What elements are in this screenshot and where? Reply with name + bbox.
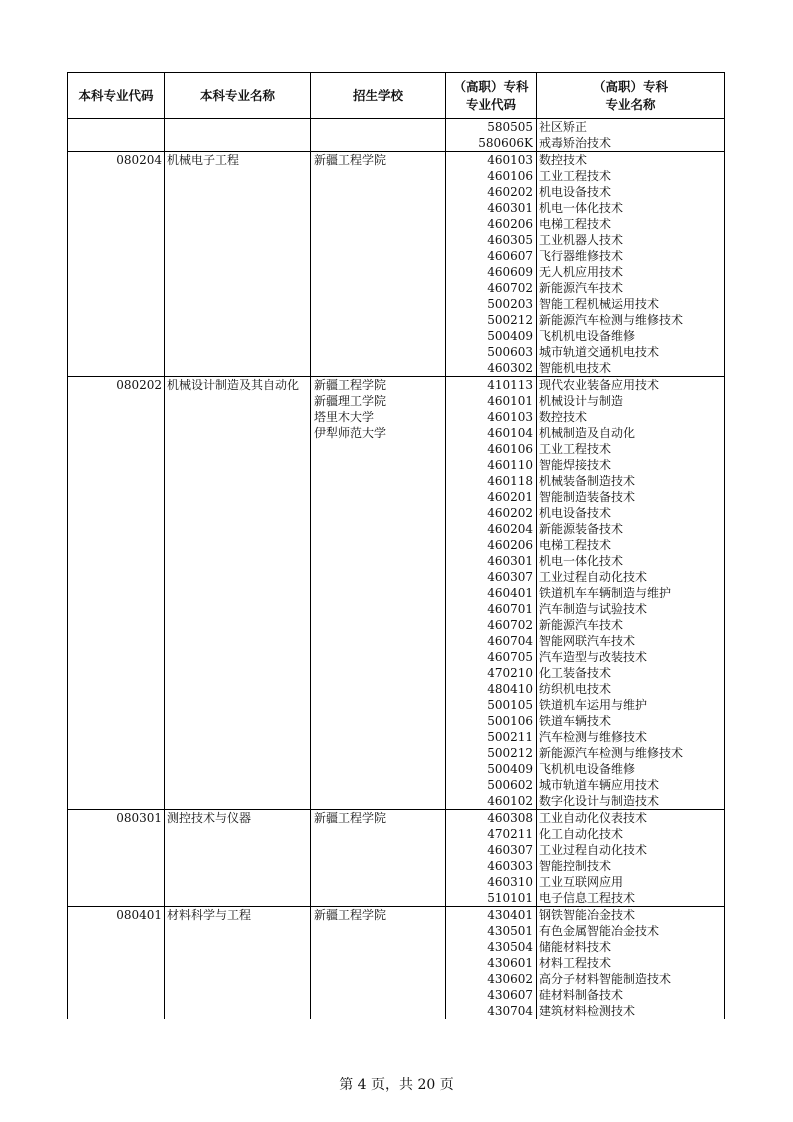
page-footer: 第 4 页，共 20 页 bbox=[339, 1077, 454, 1093]
header-undergrad-code: 本科专业代码 bbox=[68, 73, 165, 119]
vocational-code: 470210 bbox=[487, 666, 533, 680]
vocational-code: 460202 bbox=[487, 185, 533, 199]
school-cell bbox=[311, 907, 446, 1020]
vocational-code: 460206 bbox=[487, 538, 533, 552]
vocational-code: 580606K bbox=[478, 136, 533, 150]
school-name: 新疆工程学院 bbox=[314, 811, 387, 825]
vocational-code: 460301 bbox=[487, 554, 533, 568]
vocational-name: 工业自动化仪表技术 bbox=[539, 811, 648, 825]
school-name: 新疆工程学院 bbox=[314, 378, 387, 392]
major-mapping-table bbox=[67, 72, 725, 1019]
vocational-code: 460401 bbox=[487, 586, 533, 600]
vocational-name: 汽车检测与维修技术 bbox=[539, 730, 648, 744]
vocational-code: 430607 bbox=[487, 988, 533, 1002]
undergrad-code-cell bbox=[68, 152, 165, 377]
vocational-name: 高分子材料智能制造技术 bbox=[539, 972, 672, 986]
vocational-name: 工业机器人技术 bbox=[539, 233, 624, 247]
vocational-code: 460308 bbox=[487, 811, 533, 825]
vocational-code: 460106 bbox=[487, 442, 533, 456]
vocational-name-cell bbox=[537, 810, 725, 907]
vocational-name: 飞机机电设备维修 bbox=[539, 762, 636, 776]
header-row bbox=[68, 73, 725, 119]
undergrad-name: 测控技术与仪器 bbox=[167, 811, 252, 825]
vocational-code: 430401 bbox=[487, 908, 533, 922]
undergrad-code-cell bbox=[68, 907, 165, 1020]
vocational-name: 戒毒矫治技术 bbox=[539, 136, 612, 150]
vocational-name: 新能源汽车检测与维修技术 bbox=[539, 313, 684, 327]
vocational-name: 智能网联汽车技术 bbox=[539, 634, 636, 648]
vocational-name: 汽车造型与改装技术 bbox=[539, 650, 648, 664]
vocational-name: 机电一体化技术 bbox=[539, 554, 624, 568]
vocational-code-cell bbox=[446, 810, 537, 907]
vocational-code: 460704 bbox=[487, 634, 533, 648]
vocational-name: 智能工程机械运用技术 bbox=[539, 297, 660, 311]
vocational-name: 化工自动化技术 bbox=[539, 827, 624, 841]
header-vocational-name-line1: （高职）专科 bbox=[592, 78, 668, 94]
vocational-code: 460302 bbox=[487, 361, 533, 375]
vocational-name: 电梯工程技术 bbox=[539, 217, 612, 231]
vocational-code: 460206 bbox=[487, 217, 533, 231]
table-row bbox=[68, 152, 725, 377]
vocational-name: 电梯工程技术 bbox=[539, 538, 612, 552]
vocational-code: 500203 bbox=[487, 297, 533, 311]
vocational-code: 460103 bbox=[487, 410, 533, 424]
undergrad-name: 机械电子工程 bbox=[167, 153, 240, 167]
undergrad-code bbox=[68, 119, 162, 135]
vocational-name: 化工装备技术 bbox=[539, 666, 612, 680]
vocational-name-cell bbox=[537, 119, 725, 152]
header-undergrad-name: 本科专业名称 bbox=[165, 73, 311, 119]
vocational-name: 材料工程技术 bbox=[539, 956, 612, 970]
header-vocational-code-line2: 专业代码 bbox=[465, 96, 516, 112]
undergrad-code: 080401 bbox=[116, 908, 162, 922]
vocational-code: 500212 bbox=[487, 313, 533, 327]
vocational-name: 数控技术 bbox=[539, 153, 588, 167]
vocational-code: 470211 bbox=[487, 827, 533, 841]
vocational-code: 460110 bbox=[487, 458, 533, 472]
vocational-name: 数字化设计与制造技术 bbox=[539, 794, 660, 808]
vocational-code-cell bbox=[446, 119, 537, 152]
table-row bbox=[68, 119, 725, 152]
undergrad-code: 080204 bbox=[116, 153, 162, 167]
vocational-code: 500105 bbox=[487, 698, 533, 712]
vocational-name-cell bbox=[537, 152, 725, 377]
vocational-code: 460702 bbox=[487, 281, 533, 295]
vocational-name: 铁道机车运用与维护 bbox=[539, 698, 648, 712]
vocational-code: 460106 bbox=[487, 169, 533, 183]
vocational-name: 电子信息工程技术 bbox=[539, 891, 636, 905]
vocational-code: 410113 bbox=[487, 378, 533, 392]
vocational-code: 460307 bbox=[487, 843, 533, 857]
vocational-code: 500409 bbox=[487, 762, 533, 776]
vocational-code-cell bbox=[446, 907, 537, 1020]
vocational-name: 工业工程技术 bbox=[539, 442, 612, 456]
vocational-code: 460202 bbox=[487, 506, 533, 520]
undergrad-code: 080301 bbox=[116, 811, 162, 825]
undergrad-code-cell bbox=[68, 377, 165, 810]
vocational-code: 460103 bbox=[487, 153, 533, 167]
vocational-code: 460310 bbox=[487, 875, 533, 889]
vocational-name: 新能源汽车技术 bbox=[539, 281, 624, 295]
vocational-code: 430704 bbox=[487, 1004, 533, 1018]
vocational-code: 460305 bbox=[487, 233, 533, 247]
vocational-code: 460307 bbox=[487, 570, 533, 584]
vocational-name: 现代农业装备应用技术 bbox=[539, 378, 660, 392]
vocational-code: 500603 bbox=[487, 345, 533, 359]
vocational-name: 铁道车辆技术 bbox=[539, 714, 612, 728]
vocational-name: 智能焊接技术 bbox=[539, 458, 612, 472]
vocational-name: 纺织机电技术 bbox=[539, 682, 612, 696]
vocational-name: 飞行器维修技术 bbox=[539, 249, 624, 263]
vocational-name: 无人机应用技术 bbox=[539, 265, 624, 279]
vocational-code: 460607 bbox=[487, 249, 533, 263]
vocational-name: 有色金属智能冶金技术 bbox=[539, 924, 660, 938]
vocational-code: 460204 bbox=[487, 522, 533, 536]
school-name: 塔里木大学 bbox=[314, 410, 375, 424]
school-cell bbox=[311, 119, 446, 152]
vocational-code: 460702 bbox=[487, 618, 533, 632]
vocational-code: 430601 bbox=[487, 956, 533, 970]
vocational-name: 工业过程自动化技术 bbox=[539, 843, 648, 857]
vocational-name: 工业工程技术 bbox=[539, 169, 612, 183]
vocational-name: 城市轨道交通机电技术 bbox=[539, 345, 660, 359]
vocational-name: 汽车制造与试验技术 bbox=[539, 602, 648, 616]
vocational-code: 460701 bbox=[487, 602, 533, 616]
vocational-name: 城市轨道车辆应用技术 bbox=[539, 778, 660, 792]
vocational-code: 460102 bbox=[487, 794, 533, 808]
vocational-code-cell bbox=[446, 377, 537, 810]
vocational-code: 460609 bbox=[487, 265, 533, 279]
school-cell bbox=[311, 810, 446, 907]
vocational-code: 460101 bbox=[487, 394, 533, 408]
vocational-code: 460104 bbox=[487, 426, 533, 440]
school-name: 新疆工程学院 bbox=[314, 153, 387, 167]
undergrad-name-cell bbox=[165, 810, 311, 907]
vocational-code: 500409 bbox=[487, 329, 533, 343]
undergrad-name: 材料科学与工程 bbox=[167, 908, 252, 922]
undergrad-name-cell bbox=[165, 119, 311, 152]
vocational-name: 储能材料技术 bbox=[539, 940, 612, 954]
vocational-name: 机电设备技术 bbox=[539, 506, 612, 520]
vocational-name: 智能机电技术 bbox=[539, 361, 612, 375]
vocational-code: 460301 bbox=[487, 201, 533, 215]
vocational-code: 430602 bbox=[487, 972, 533, 986]
header-school: 招生学校 bbox=[311, 73, 446, 119]
school-cell bbox=[311, 377, 446, 810]
header-vocational-code bbox=[446, 73, 537, 119]
vocational-code: 460303 bbox=[487, 859, 533, 873]
undergrad-name-cell bbox=[165, 152, 311, 377]
undergrad-code-cell bbox=[68, 810, 165, 907]
vocational-name: 智能制造装备技术 bbox=[539, 490, 636, 504]
vocational-name: 智能控制技术 bbox=[539, 859, 612, 873]
vocational-code: 430501 bbox=[487, 924, 533, 938]
vocational-code: 500211 bbox=[487, 730, 533, 744]
vocational-name: 新能源汽车技术 bbox=[539, 618, 624, 632]
vocational-name: 工业互联网应用 bbox=[539, 875, 624, 889]
school-name: 伊犁师范大学 bbox=[314, 426, 387, 440]
vocational-name: 机械制造及自动化 bbox=[539, 426, 636, 440]
vocational-name: 机电设备技术 bbox=[539, 185, 612, 199]
vocational-code: 460705 bbox=[487, 650, 533, 664]
vocational-name-cell bbox=[537, 907, 725, 1020]
school-name: 新疆理工学院 bbox=[314, 394, 387, 408]
vocational-code: 430504 bbox=[487, 940, 533, 954]
school-name: 新疆工程学院 bbox=[314, 908, 387, 922]
table-body bbox=[68, 119, 725, 1020]
vocational-name: 社区矫正 bbox=[539, 120, 588, 134]
vocational-name: 飞机机电设备维修 bbox=[539, 329, 636, 343]
vocational-code: 500212 bbox=[487, 746, 533, 760]
table-row bbox=[68, 907, 725, 1020]
vocational-name: 新能源装备技术 bbox=[539, 522, 624, 536]
vocational-code: 480410 bbox=[487, 682, 533, 696]
vocational-name: 铁道机车车辆制造与维护 bbox=[539, 586, 672, 600]
vocational-name: 机械设计与制造 bbox=[539, 394, 624, 408]
vocational-name: 建筑材料检测技术 bbox=[539, 1004, 636, 1018]
vocational-code: 580505 bbox=[487, 120, 533, 134]
table-row bbox=[68, 810, 725, 907]
vocational-name: 硅材料制备技术 bbox=[539, 988, 624, 1002]
vocational-name: 数控技术 bbox=[539, 410, 588, 424]
vocational-name-cell bbox=[537, 377, 725, 810]
header-vocational-name bbox=[537, 73, 725, 119]
undergrad-name bbox=[167, 119, 310, 135]
vocational-name: 新能源汽车检测与维修技术 bbox=[539, 746, 684, 760]
vocational-code: 510101 bbox=[487, 891, 533, 905]
vocational-name: 钢铁智能冶金技术 bbox=[539, 908, 636, 922]
vocational-name: 机电一体化技术 bbox=[539, 201, 624, 215]
undergrad-name-cell bbox=[165, 377, 311, 810]
undergrad-code-cell bbox=[68, 119, 165, 152]
vocational-code: 460118 bbox=[487, 474, 533, 488]
table-row bbox=[68, 377, 725, 810]
vocational-name: 机械装备制造技术 bbox=[539, 474, 636, 488]
undergrad-name-cell bbox=[165, 907, 311, 1020]
vocational-name: 工业过程自动化技术 bbox=[539, 570, 648, 584]
undergrad-code: 080202 bbox=[116, 378, 162, 392]
vocational-code: 460201 bbox=[487, 490, 533, 504]
header-vocational-name-line2: 专业名称 bbox=[605, 96, 656, 112]
vocational-code: 500106 bbox=[487, 714, 533, 728]
vocational-code: 500602 bbox=[487, 778, 533, 792]
school-cell bbox=[311, 152, 446, 377]
header-vocational-code-line1: （高职）专科 bbox=[453, 78, 529, 94]
vocational-code-cell bbox=[446, 152, 537, 377]
undergrad-name: 机械设计制造及其自动化 bbox=[167, 378, 300, 392]
